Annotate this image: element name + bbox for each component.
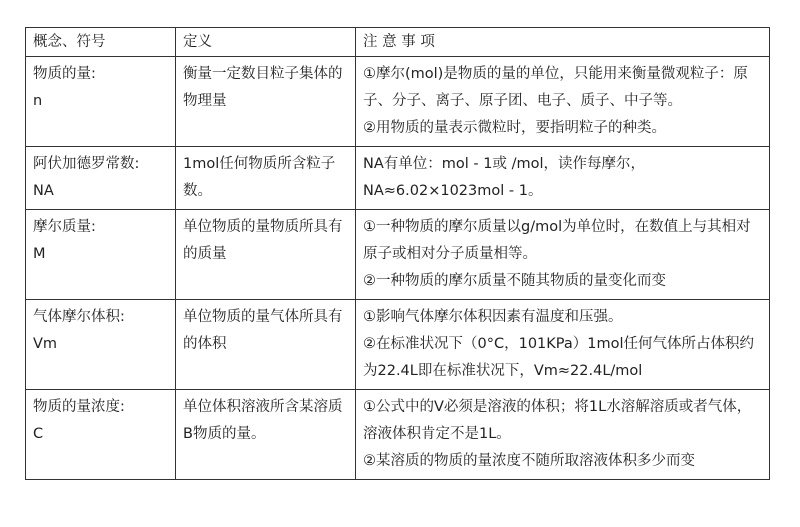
table-row [26, 300, 770, 390]
note-item: NA有单位：mol - 1或 /mol，读作每摩尔， [363, 156, 645, 172]
concept-cell [26, 390, 176, 480]
note-item: ②一种物质的摩尔质量不随其物质的量变化而变 [363, 273, 666, 289]
table-header-row [26, 28, 770, 57]
note-item: ②某溶质的物质的量浓度不随所取溶液体积多少而变 [363, 453, 695, 469]
definition-cell: 衡量一定数目粒子集体的物理量 [176, 57, 356, 147]
table-row [26, 57, 770, 147]
concept-symbol: n [33, 93, 43, 109]
definition-cell: 1mol任何物质所含粒子数。 [176, 147, 356, 210]
concept-cell [26, 147, 176, 210]
concept-symbol: Vm [33, 336, 58, 352]
notes-cell [356, 210, 770, 300]
note-item: ②在标准状况下（0°C，101KPa）1mol任何气体所占体积约为22.4L即在标准状况下，Vm≈22.4L/mol [363, 336, 755, 379]
note-item: ①摩尔(mol)是物质的量的单位，只能用来衡量微观粒子：原子、分子、离子、原子团、电子、质子、中子等。 [363, 66, 748, 109]
note-item: NA≈6.02×1023mol - 1。 [363, 183, 543, 199]
note-item: ①影响气体摩尔体积因素有温度和压强。 [363, 309, 623, 325]
concept-name: 摩尔质量: [33, 219, 96, 235]
notes-cell [356, 390, 770, 480]
concept-name: 物质的量: [33, 66, 96, 82]
concept-symbol: NA [33, 183, 54, 199]
concept-cell [26, 57, 176, 147]
concept-cell [26, 210, 176, 300]
note-item: ①一种物质的摩尔质量以g/mol为单位时，在数值上与其相对原子或相对分子质量相等。 [363, 219, 751, 262]
table-row [26, 390, 770, 480]
notes-cell [356, 300, 770, 390]
concept-table [25, 27, 770, 480]
note-item: ①公式中的V必须是溶液的体积；将1L水溶解溶质或者气体，溶液体积肯定不是1L。 [363, 399, 752, 442]
concept-name: 气体摩尔体积: [33, 309, 125, 325]
note-item: ②用物质的量表示微粒时，要指明粒子的种类。 [363, 120, 666, 136]
notes-cell [356, 147, 770, 210]
definition-cell: 单位物质的量物质所具有的质量 [176, 210, 356, 300]
header-notes: 注 意 事 项 [356, 28, 770, 57]
concept-cell [26, 300, 176, 390]
concept-table-container [25, 27, 769, 480]
concept-name: 物质的量浓度: [33, 399, 125, 415]
definition-cell: 单位物质的量气体所具有的体积 [176, 300, 356, 390]
table-row [26, 210, 770, 300]
concept-symbol: C [33, 426, 44, 442]
table-row [26, 147, 770, 210]
notes-cell [356, 57, 770, 147]
concept-symbol: M [33, 246, 46, 262]
concept-name: 阿伏加德罗常数: [33, 156, 140, 172]
definition-cell: 单位体积溶液所含某溶质B物质的量。 [176, 390, 356, 480]
header-concept-symbol: 概念、符号 [26, 28, 176, 57]
header-definition: 定义 [176, 28, 356, 57]
